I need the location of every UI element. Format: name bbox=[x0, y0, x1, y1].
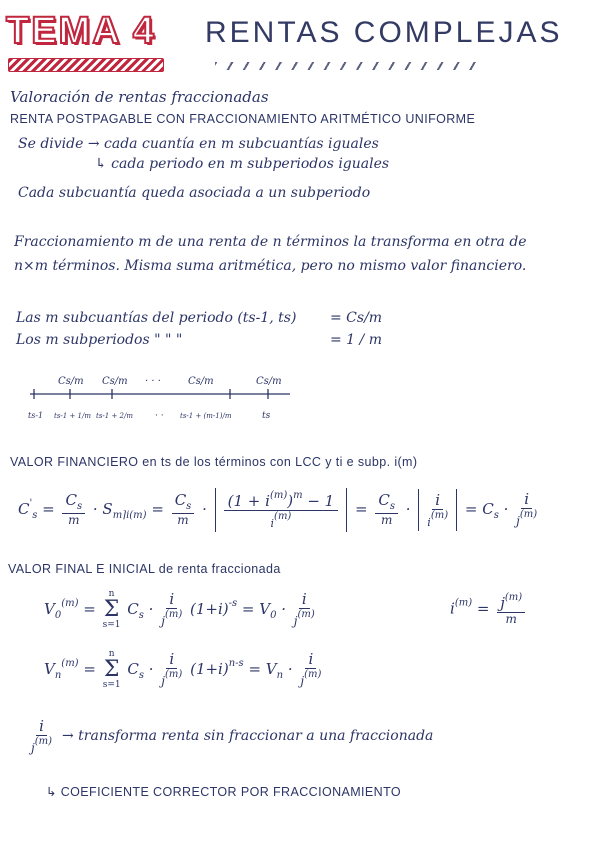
text-line-subcuantias-value: = Cs/m bbox=[330, 310, 383, 326]
timeline-top-label: Cs/m bbox=[58, 376, 84, 387]
timeline-diagram bbox=[30, 370, 300, 430]
text-line-subperiodos-value: = 1 / m bbox=[330, 332, 382, 348]
timeline-bottom-label: ts bbox=[262, 411, 271, 421]
timeline-bottom-label: ts-1 + (m-1)/m bbox=[180, 412, 232, 420]
text-line-fraccionamiento-2: n×m términos. Misma suma aritmética, pero no mismo valor financiero. bbox=[14, 258, 527, 274]
tema-underline-bar bbox=[8, 58, 164, 72]
text-line-cada-subcuantia: Cada subcuantía queda asociada a un subperiodo bbox=[18, 185, 371, 201]
heading-valor-final-inicial: VALOR FINAL E INICIAL de renta fraccionada bbox=[8, 562, 281, 576]
timeline-bottom-label: ts-1 + 1/m bbox=[54, 412, 91, 420]
tema-heading: TEMA 4 bbox=[6, 10, 156, 52]
section-heading-1: Valoración de rentas fraccionadas bbox=[10, 88, 269, 106]
formula-coeficiente: $\frac{i}{j^{(m)}}$ bbox=[31, 717, 53, 756]
timeline-top-label: Cs/m bbox=[102, 376, 128, 387]
timeline-top-label: · · · bbox=[145, 376, 161, 387]
timeline-svg bbox=[30, 370, 300, 430]
formula-valor-final: $V_n^{(m)}$ = n Σ s=1 $C_s$ · $\frac{i}{j^{(m)}}$ $(1+i)^{n-s} = V_n$ · $\frac{i}{j^{(m)}}$ bbox=[44, 649, 322, 690]
heading-valor-financiero: VALOR FINANCIERO en ts de los términos con LCC y ti e subp. i(m) bbox=[10, 455, 418, 469]
text-line-coeficiente-corrector: ↳ COEFICIENTE CORRECTOR POR FRACCIONAMIENTO bbox=[46, 785, 402, 799]
text-line-transforma: → transforma renta sin fraccionar a una fraccionada bbox=[62, 728, 434, 744]
text-line-subcuantias: Las m subcuantías del periodo (ts-1, ts) bbox=[16, 310, 297, 326]
timeline-top-label: Cs/m bbox=[188, 376, 214, 387]
formula-i-m: $i^{(m)}$ = $\frac{j^{(m)}}{m}$ bbox=[450, 592, 528, 627]
subtitle-renta-postpagable: RENTA POSTPAGABLE CON FRACCIONAMIENTO ARITMÉTICO UNIFORME bbox=[10, 112, 476, 126]
timeline-bottom-label: · · bbox=[155, 411, 164, 421]
text-line-cada-periodo: ↳ cada periodo en m subperiodos iguales bbox=[95, 156, 390, 172]
formula-valor-financiero: $C'_s$ = $\frac{C_s}{m}$ · $S_{m⌉i(m)}$ = $\frac{C_s}{m}$ · $(1 + i^{(m)})^m - 1$ i(m) = $\frac{C_s}{m}$ · i i(m) = $C_s$ · $\frac{i}{j^{(m)}}$ bbox=[18, 489, 538, 530]
timeline-bottom-label: ts-1 + 2/m bbox=[96, 412, 133, 420]
text-line-se-divide: Se divide → cada cuantía en m subcuantías iguales bbox=[18, 136, 379, 152]
timeline-top-label: Cs/m bbox=[256, 376, 282, 387]
formula-valor-inicial: $V_0^{(m)}$ = n Σ s=1 $C_s$ · $\frac{i}{j^{(m)}}$ $(1+i)^{-s} = V_0$ · $\frac{i}{j^{(m)}}$ bbox=[44, 589, 315, 630]
chapter-title: RENTAS COMPLEJAS bbox=[205, 16, 563, 49]
timeline-bottom-label: ts-1 bbox=[28, 411, 44, 420]
text-line-subperiodos: Los m subperiodos " " " bbox=[16, 332, 183, 348]
title-underline bbox=[215, 62, 485, 70]
text-line-fraccionamiento-1: Fraccionamiento m de una renta de n términos la transforma en otra de bbox=[14, 234, 527, 250]
